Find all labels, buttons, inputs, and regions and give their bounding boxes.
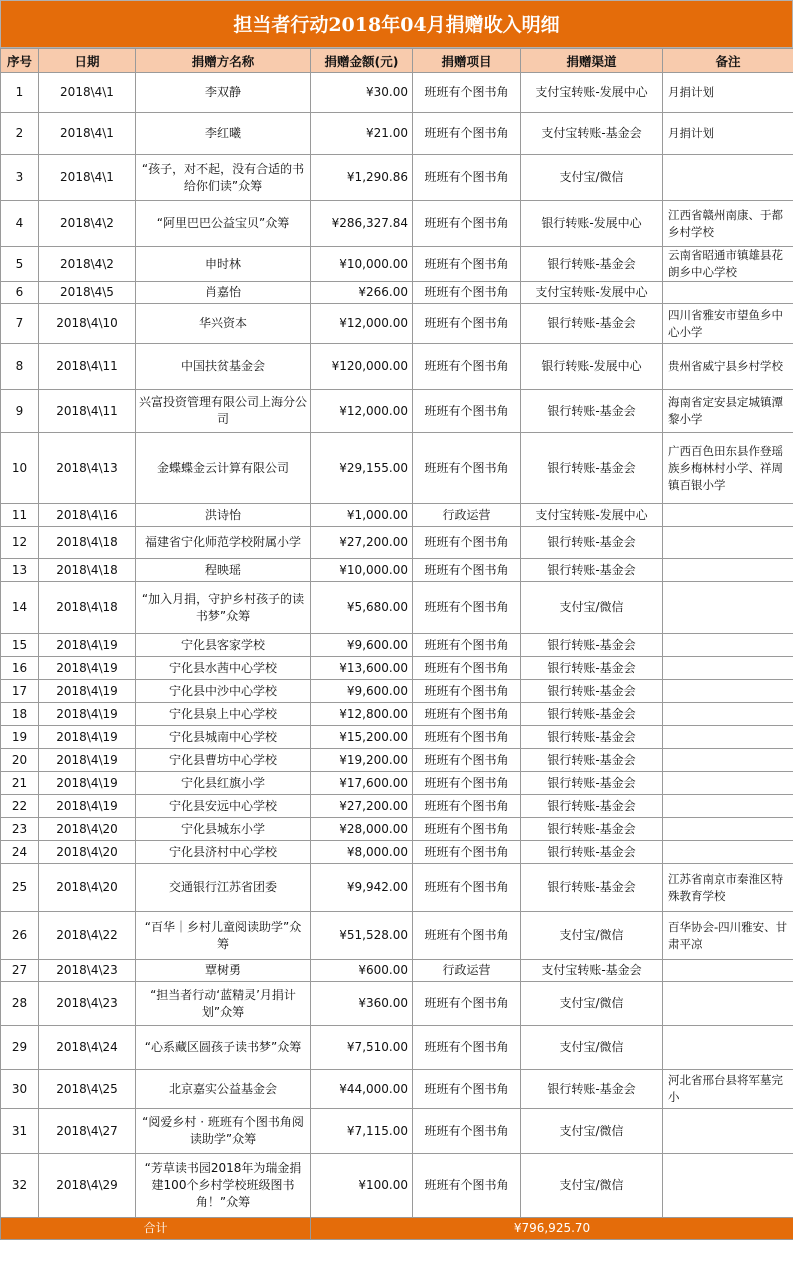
cell-no: 18	[1, 703, 39, 726]
table-row	[1, 155, 793, 201]
cell-amount: ¥266.00	[311, 282, 413, 304]
cell-amount: ¥120,000.00	[311, 344, 413, 390]
table-row	[1, 982, 793, 1026]
cell-channel: 支付宝转账-基金会	[521, 113, 663, 155]
cell-donor: 宁化县城南中心学校	[136, 726, 311, 749]
cell-no: 23	[1, 818, 39, 841]
cell-no: 3	[1, 155, 39, 201]
cell-amount: ¥28,000.00	[311, 818, 413, 841]
cell-date: 2018\4\1	[39, 113, 136, 155]
cell-project: 班班有个图书角	[413, 433, 521, 504]
cell-channel: 银行转账-基金会	[521, 527, 663, 559]
cell-date: 2018\4\19	[39, 703, 136, 726]
cell-channel: 银行转账-基金会	[521, 304, 663, 344]
cell-date: 2018\4\2	[39, 247, 136, 282]
table-row	[1, 113, 793, 155]
table-row	[1, 795, 793, 818]
cell-amount: ¥9,942.00	[311, 864, 413, 912]
cell-channel: 支付宝/微信	[521, 582, 663, 634]
cell-amount: ¥10,000.00	[311, 559, 413, 582]
cell-channel: 银行转账-基金会	[521, 749, 663, 772]
cell-project: 班班有个图书角	[413, 247, 521, 282]
col-header-project: 捐赠项目	[413, 49, 521, 73]
cell-amount: ¥286,327.84	[311, 201, 413, 247]
cell-project: 行政运营	[413, 504, 521, 527]
cell-amount: ¥100.00	[311, 1154, 413, 1218]
cell-channel: 银行转账-基金会	[521, 1070, 663, 1109]
table-row	[1, 726, 793, 749]
cell-no: 15	[1, 634, 39, 657]
cell-no: 4	[1, 201, 39, 247]
cell-amount: ¥17,600.00	[311, 772, 413, 795]
table-row	[1, 864, 793, 912]
cell-donor: 宁化县安远中心学校	[136, 795, 311, 818]
cell-note: 云南省昭通市镇雄县花朗乡中心学校	[663, 247, 793, 282]
cell-no: 11	[1, 504, 39, 527]
cell-project: 班班有个图书角	[413, 1154, 521, 1218]
cell-note: 月捐计划	[663, 113, 793, 155]
col-header-date: 日期	[39, 49, 136, 73]
cell-donor: 宁化县水茜中心学校	[136, 657, 311, 680]
col-header-amount: 捐赠金额(元)	[311, 49, 413, 73]
cell-no: 17	[1, 680, 39, 703]
cell-project: 班班有个图书角	[413, 582, 521, 634]
cell-date: 2018\4\20	[39, 864, 136, 912]
page-title: 担当者行动2018年04月捐赠收入明细	[0, 0, 793, 48]
cell-note	[663, 155, 793, 201]
table-row	[1, 749, 793, 772]
cell-donor: 宁化县中沙中心学校	[136, 680, 311, 703]
cell-project: 班班有个图书角	[413, 304, 521, 344]
table-row	[1, 527, 793, 559]
cell-project: 班班有个图书角	[413, 680, 521, 703]
cell-channel: 支付宝转账-发展中心	[521, 504, 663, 527]
table-row	[1, 582, 793, 634]
cell-amount: ¥9,600.00	[311, 680, 413, 703]
cell-note	[663, 726, 793, 749]
cell-project: 班班有个图书角	[413, 726, 521, 749]
cell-date: 2018\4\27	[39, 1109, 136, 1154]
cell-note	[663, 841, 793, 864]
cell-no: 25	[1, 864, 39, 912]
cell-channel: 银行转账-发展中心	[521, 344, 663, 390]
header-row	[1, 49, 793, 73]
cell-no: 7	[1, 304, 39, 344]
cell-channel: 银行转账-基金会	[521, 657, 663, 680]
cell-donor: “百华｜乡村儿童阅读助学”众筹	[136, 912, 311, 960]
cell-donor: 程映瑶	[136, 559, 311, 582]
cell-note	[663, 657, 793, 680]
cell-channel: 支付宝转账-基金会	[521, 960, 663, 982]
cell-channel: 银行转账-基金会	[521, 726, 663, 749]
table-row	[1, 680, 793, 703]
cell-donor: 覃树勇	[136, 960, 311, 982]
cell-amount: ¥360.00	[311, 982, 413, 1026]
cell-date: 2018\4\18	[39, 582, 136, 634]
cell-note	[663, 1154, 793, 1218]
cell-date: 2018\4\11	[39, 390, 136, 433]
cell-channel: 银行转账-基金会	[521, 433, 663, 504]
cell-project: 班班有个图书角	[413, 73, 521, 113]
cell-amount: ¥51,528.00	[311, 912, 413, 960]
cell-donor: 宁化县泉上中心学校	[136, 703, 311, 726]
cell-date: 2018\4\25	[39, 1070, 136, 1109]
cell-note	[663, 559, 793, 582]
cell-amount: ¥600.00	[311, 960, 413, 982]
cell-donor: 北京嘉实公益基金会	[136, 1070, 311, 1109]
cell-note: 月捐计划	[663, 73, 793, 113]
table-row	[1, 1026, 793, 1070]
cell-amount: ¥13,600.00	[311, 657, 413, 680]
cell-note	[663, 1109, 793, 1154]
cell-channel: 支付宝/微信	[521, 912, 663, 960]
cell-channel: 银行转账-基金会	[521, 841, 663, 864]
cell-channel: 银行转账-基金会	[521, 772, 663, 795]
cell-project: 班班有个图书角	[413, 1109, 521, 1154]
cell-date: 2018\4\18	[39, 527, 136, 559]
cell-project: 班班有个图书角	[413, 657, 521, 680]
cell-donor: 宁化县济村中心学校	[136, 841, 311, 864]
table-row	[1, 433, 793, 504]
cell-project: 班班有个图书角	[413, 344, 521, 390]
cell-no: 24	[1, 841, 39, 864]
cell-amount: ¥27,200.00	[311, 527, 413, 559]
table-row	[1, 1154, 793, 1218]
cell-no: 29	[1, 1026, 39, 1070]
cell-channel: 支付宝/微信	[521, 1109, 663, 1154]
cell-donor: 宁化县客家学校	[136, 634, 311, 657]
cell-channel: 银行转账-发展中心	[521, 201, 663, 247]
table-row	[1, 960, 793, 982]
cell-note	[663, 703, 793, 726]
cell-date: 2018\4\19	[39, 657, 136, 680]
cell-note: 海南省定安县定城镇潭黎小学	[663, 390, 793, 433]
cell-amount: ¥12,000.00	[311, 390, 413, 433]
cell-no: 13	[1, 559, 39, 582]
table-body	[1, 73, 793, 1218]
cell-channel: 支付宝转账-发展中心	[521, 73, 663, 113]
cell-note	[663, 749, 793, 772]
cell-project: 班班有个图书角	[413, 201, 521, 247]
cell-note	[663, 634, 793, 657]
cell-amount: ¥1,290.86	[311, 155, 413, 201]
cell-project: 班班有个图书角	[413, 795, 521, 818]
cell-donor: “孩子，对不起，没有合适的书给你们读”众筹	[136, 155, 311, 201]
cell-date: 2018\4\19	[39, 634, 136, 657]
cell-donor: “阅爱乡村 · 班班有个图书角阅读助学”众筹	[136, 1109, 311, 1154]
cell-date: 2018\4\23	[39, 960, 136, 982]
cell-project: 班班有个图书角	[413, 818, 521, 841]
cell-no: 12	[1, 527, 39, 559]
cell-note: 贵州省威宁县乡村学校	[663, 344, 793, 390]
cell-project: 班班有个图书角	[413, 559, 521, 582]
cell-donor: 华兴资本	[136, 304, 311, 344]
col-header-channel: 捐赠渠道	[521, 49, 663, 73]
cell-note	[663, 1026, 793, 1070]
cell-channel: 银行转账-基金会	[521, 680, 663, 703]
cell-donor: 宁化县城东小学	[136, 818, 311, 841]
cell-project: 班班有个图书角	[413, 1070, 521, 1109]
cell-date: 2018\4\1	[39, 155, 136, 201]
cell-amount: ¥7,510.00	[311, 1026, 413, 1070]
cell-channel: 银行转账-基金会	[521, 818, 663, 841]
cell-donor: 申时林	[136, 247, 311, 282]
cell-no: 14	[1, 582, 39, 634]
cell-project: 班班有个图书角	[413, 390, 521, 433]
cell-project: 班班有个图书角	[413, 527, 521, 559]
table-row	[1, 344, 793, 390]
cell-donor: 李双静	[136, 73, 311, 113]
cell-note	[663, 772, 793, 795]
table-row	[1, 73, 793, 113]
cell-donor: 洪诗怡	[136, 504, 311, 527]
cell-amount: ¥1,000.00	[311, 504, 413, 527]
cell-project: 班班有个图书角	[413, 912, 521, 960]
cell-amount: ¥19,200.00	[311, 749, 413, 772]
table-row	[1, 304, 793, 344]
cell-amount: ¥21.00	[311, 113, 413, 155]
cell-amount: ¥15,200.00	[311, 726, 413, 749]
cell-amount: ¥30.00	[311, 73, 413, 113]
cell-donor: 肖嘉怡	[136, 282, 311, 304]
table-row	[1, 634, 793, 657]
cell-date: 2018\4\19	[39, 726, 136, 749]
cell-date: 2018\4\23	[39, 982, 136, 1026]
cell-donor: “心系藏区圆孩子读书梦”众筹	[136, 1026, 311, 1070]
cell-no: 5	[1, 247, 39, 282]
cell-no: 32	[1, 1154, 39, 1218]
cell-donor: “阿里巴巴公益宝贝”众筹	[136, 201, 311, 247]
cell-no: 8	[1, 344, 39, 390]
cell-project: 班班有个图书角	[413, 772, 521, 795]
cell-donor: 中国扶贫基金会	[136, 344, 311, 390]
cell-amount: ¥44,000.00	[311, 1070, 413, 1109]
cell-date: 2018\4\19	[39, 772, 136, 795]
cell-channel: 支付宝/微信	[521, 1026, 663, 1070]
cell-no: 30	[1, 1070, 39, 1109]
cell-project: 班班有个图书角	[413, 703, 521, 726]
cell-project: 班班有个图书角	[413, 113, 521, 155]
cell-project: 班班有个图书角	[413, 282, 521, 304]
table-row	[1, 282, 793, 304]
cell-channel: 银行转账-基金会	[521, 703, 663, 726]
cell-note: 四川省雅安市望鱼乡中心小学	[663, 304, 793, 344]
cell-no: 19	[1, 726, 39, 749]
total-amount: ¥796,925.70	[311, 1218, 793, 1240]
cell-note	[663, 960, 793, 982]
cell-channel: 支付宝/微信	[521, 1154, 663, 1218]
cell-note	[663, 282, 793, 304]
cell-donor: “加入月捐，守护乡村孩子的读书梦”众筹	[136, 582, 311, 634]
cell-date: 2018\4\20	[39, 841, 136, 864]
cell-note: 百华协会-四川雅安、甘肃平凉	[663, 912, 793, 960]
cell-donor: 福建省宁化师范学校附属小学	[136, 527, 311, 559]
cell-channel: 支付宝转账-发展中心	[521, 282, 663, 304]
cell-date: 2018\4\10	[39, 304, 136, 344]
table-row	[1, 841, 793, 864]
cell-note	[663, 982, 793, 1026]
cell-note: 河北省邢台县将军墓完小	[663, 1070, 793, 1109]
table-row	[1, 703, 793, 726]
cell-channel: 支付宝/微信	[521, 155, 663, 201]
table-row	[1, 1070, 793, 1109]
cell-amount: ¥7,115.00	[311, 1109, 413, 1154]
cell-date: 2018\4\22	[39, 912, 136, 960]
cell-project: 班班有个图书角	[413, 864, 521, 912]
cell-donor: 李红曦	[136, 113, 311, 155]
cell-channel: 银行转账-基金会	[521, 864, 663, 912]
cell-note	[663, 680, 793, 703]
cell-date: 2018\4\13	[39, 433, 136, 504]
cell-donor: 宁化县曹坊中心学校	[136, 749, 311, 772]
cell-note: 广西百色田东县作登瑶族乡梅林村小学、祥周镇百银小学	[663, 433, 793, 504]
cell-project: 班班有个图书角	[413, 155, 521, 201]
cell-no: 31	[1, 1109, 39, 1154]
cell-channel: 支付宝/微信	[521, 982, 663, 1026]
cell-amount: ¥9,600.00	[311, 634, 413, 657]
cell-date: 2018\4\29	[39, 1154, 136, 1218]
col-header-no: 序号	[1, 49, 39, 73]
cell-project: 班班有个图书角	[413, 841, 521, 864]
cell-note	[663, 795, 793, 818]
table-row	[1, 504, 793, 527]
cell-date: 2018\4\20	[39, 818, 136, 841]
cell-amount: ¥27,200.00	[311, 795, 413, 818]
cell-amount: ¥29,155.00	[311, 433, 413, 504]
table-row	[1, 772, 793, 795]
cell-channel: 银行转账-基金会	[521, 795, 663, 818]
table-row	[1, 1109, 793, 1154]
cell-note	[663, 818, 793, 841]
cell-no: 6	[1, 282, 39, 304]
cell-date: 2018\4\19	[39, 749, 136, 772]
cell-no: 27	[1, 960, 39, 982]
cell-no: 16	[1, 657, 39, 680]
table-row	[1, 247, 793, 282]
cell-donor: “担当者行动‘蓝精灵’月捐计划”众筹	[136, 982, 311, 1026]
cell-date: 2018\4\19	[39, 795, 136, 818]
cell-channel: 银行转账-基金会	[521, 390, 663, 433]
cell-no: 28	[1, 982, 39, 1026]
cell-project: 班班有个图书角	[413, 1026, 521, 1070]
cell-donor: 宁化县红旗小学	[136, 772, 311, 795]
donation-table	[0, 48, 793, 1240]
cell-donor: 交通银行江苏省团委	[136, 864, 311, 912]
col-header-donor: 捐赠方名称	[136, 49, 311, 73]
cell-project: 班班有个图书角	[413, 749, 521, 772]
table-row	[1, 390, 793, 433]
cell-date: 2018\4\1	[39, 73, 136, 113]
cell-note: 江西省赣州南康、于都乡村学校	[663, 201, 793, 247]
cell-no: 20	[1, 749, 39, 772]
cell-project: 班班有个图书角	[413, 982, 521, 1026]
table-row	[1, 559, 793, 582]
cell-date: 2018\4\24	[39, 1026, 136, 1070]
cell-amount: ¥12,000.00	[311, 304, 413, 344]
cell-project: 行政运营	[413, 960, 521, 982]
cell-no: 26	[1, 912, 39, 960]
cell-channel: 银行转账-基金会	[521, 247, 663, 282]
cell-date: 2018\4\5	[39, 282, 136, 304]
cell-note	[663, 527, 793, 559]
cell-date: 2018\4\2	[39, 201, 136, 247]
cell-note	[663, 504, 793, 527]
total-row	[1, 1218, 793, 1240]
total-label: 合计	[1, 1218, 311, 1240]
cell-no: 10	[1, 433, 39, 504]
cell-amount: ¥5,680.00	[311, 582, 413, 634]
table-row	[1, 657, 793, 680]
table-row	[1, 818, 793, 841]
cell-donor: 兴富投资管理有限公司上海分公司	[136, 390, 311, 433]
cell-note	[663, 582, 793, 634]
cell-no: 2	[1, 113, 39, 155]
table-row	[1, 912, 793, 960]
cell-channel: 银行转账-基金会	[521, 634, 663, 657]
cell-amount: ¥12,800.00	[311, 703, 413, 726]
cell-amount: ¥8,000.00	[311, 841, 413, 864]
cell-donor: 金蝶蝶金云计算有限公司	[136, 433, 311, 504]
cell-note: 江苏省南京市秦淮区特殊教育学校	[663, 864, 793, 912]
cell-no: 1	[1, 73, 39, 113]
cell-date: 2018\4\11	[39, 344, 136, 390]
cell-date: 2018\4\16	[39, 504, 136, 527]
col-header-note: 备注	[663, 49, 793, 73]
cell-project: 班班有个图书角	[413, 634, 521, 657]
cell-no: 22	[1, 795, 39, 818]
cell-date: 2018\4\19	[39, 680, 136, 703]
table-row	[1, 201, 793, 247]
cell-date: 2018\4\18	[39, 559, 136, 582]
cell-donor: “芳草读书园2018年为瑞金捐建100个乡村学校班级图书角！”众筹	[136, 1154, 311, 1218]
cell-amount: ¥10,000.00	[311, 247, 413, 282]
cell-no: 9	[1, 390, 39, 433]
cell-channel: 银行转账-基金会	[521, 559, 663, 582]
cell-no: 21	[1, 772, 39, 795]
